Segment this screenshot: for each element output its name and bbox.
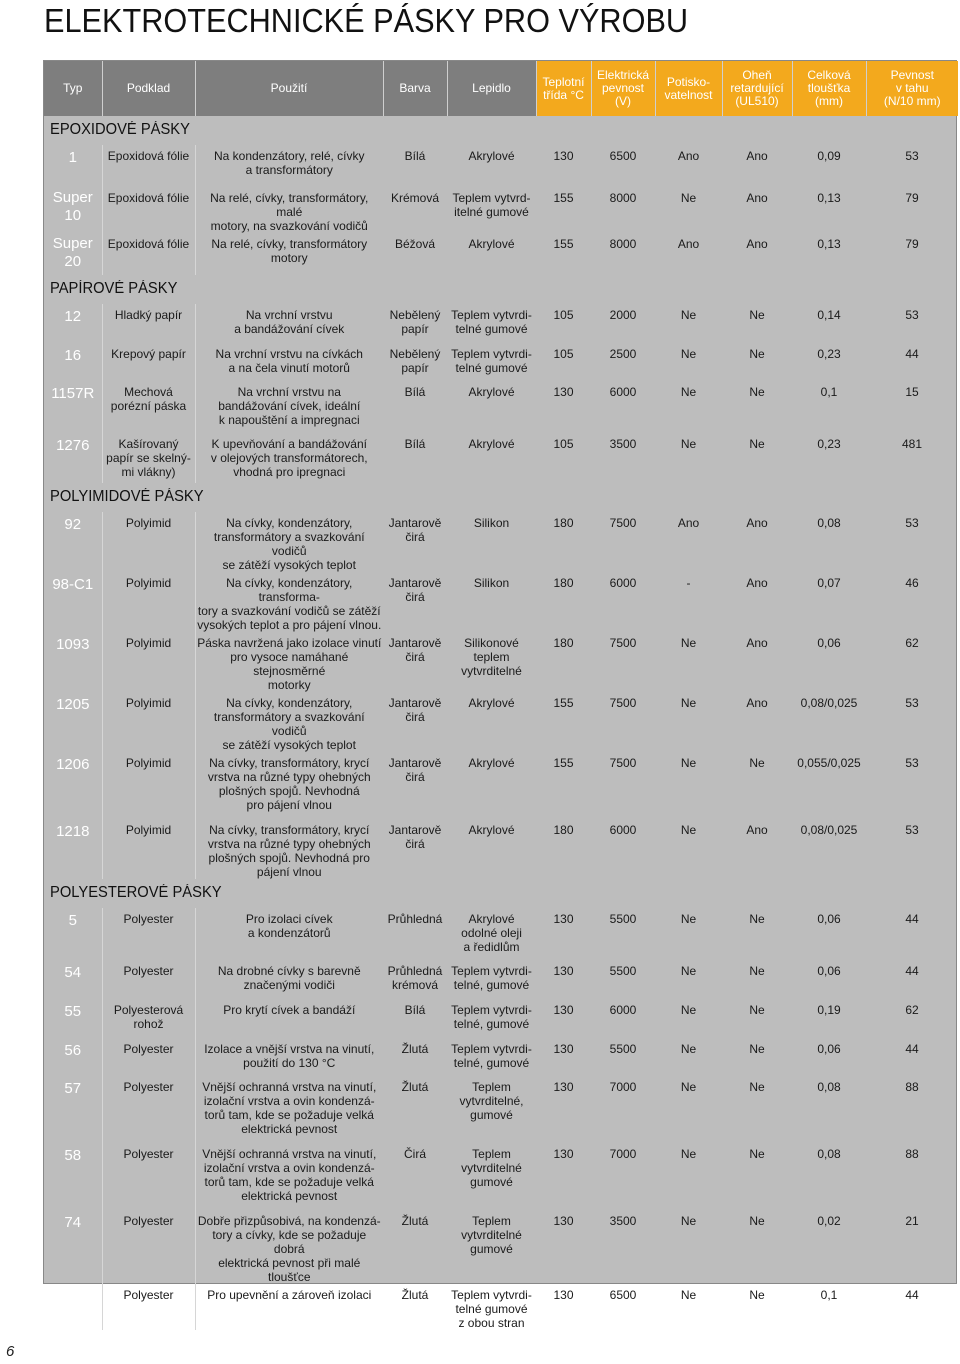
dielectric-strength-cell: 7000 (609, 1147, 637, 1161)
adhesive-cell: Akrylové (468, 437, 515, 451)
tensile-cell: 53 (905, 149, 919, 163)
printable-cell: Ne (680, 696, 697, 710)
printable-cell: Ne (680, 308, 697, 322)
type-cell: 5 (68, 912, 77, 929)
header-potisko: Potisko- vatelnost (655, 61, 722, 116)
flame-retardant-cell: Ne (749, 1214, 765, 1228)
table-row (44, 572, 958, 632)
temp-class-cell: 155 (553, 191, 574, 205)
color-cell: Krémová (390, 191, 440, 205)
flame-retardant-cell: Ne (749, 912, 765, 926)
base-cell: Polyimid (102, 692, 195, 752)
adhesive-cell: Teplem vytvrdi- telné gumové (451, 347, 532, 375)
section-heading (44, 116, 958, 145)
product-table (44, 61, 958, 1330)
table-row (44, 1210, 958, 1284)
adhesive-cell: Teplem vytvrdi- telné, gumové (451, 1042, 532, 1070)
tensile-cell: 44 (905, 347, 919, 361)
type-cell: 75 (64, 1288, 82, 1305)
dielectric-strength-cell: 6000 (609, 1003, 637, 1017)
thickness-cell: 0,08/0,025 (800, 696, 858, 710)
adhesive-cell: Silikon (473, 576, 510, 590)
tensile-cell: 481 (901, 437, 923, 451)
color-cell: Jantarově čirá (388, 516, 442, 544)
printable-cell: Ne (680, 191, 697, 205)
adhesive-cell: Akrylové (468, 756, 515, 770)
tensile-cell: 79 (905, 191, 919, 205)
dielectric-strength-cell: 6500 (609, 1288, 637, 1302)
type-cell: Super 20 (52, 235, 93, 270)
type-cell: 57 (64, 1080, 82, 1097)
dielectric-strength-cell: 6000 (609, 823, 637, 837)
table-row (44, 1143, 958, 1210)
base-cell: Polyimid (102, 819, 195, 879)
thickness-cell: 0,1 (820, 385, 838, 399)
adhesive-cell: Teplem vytvrd- itelné gumové (452, 191, 531, 219)
tensile-cell: 15 (905, 385, 919, 399)
printable-cell: Ano (677, 237, 700, 251)
table-row (44, 632, 958, 692)
base-cell: Polyimid (102, 752, 195, 819)
dielectric-strength-cell: 8000 (609, 191, 637, 205)
base-cell: Polyester (102, 1210, 195, 1284)
table-row (44, 343, 958, 381)
header-lepidlo: Lepidlo (447, 61, 536, 116)
color-cell: Jantarově čirá (388, 756, 442, 784)
usage-cell: Na drobné cívky s barevně značenými vodiči (195, 960, 383, 999)
header-typ: Typ (44, 61, 102, 116)
adhesive-cell: Teplem vytvrdi- telné, gumové (451, 1003, 532, 1031)
section-title: EPOXIDOVÉ PÁSKY (50, 121, 190, 138)
dielectric-strength-cell: 7000 (609, 1080, 637, 1094)
tensile-cell: 44 (905, 912, 919, 926)
tensile-cell: 44 (905, 1042, 919, 1056)
usage-cell: Dobře přizpůsobivá, na kondenzá- tory a cívky, kde se požaduje dobrá elektrická pevnost při malé tloušťce (195, 1210, 383, 1284)
color-cell: Průhledná (387, 912, 443, 926)
table-row (44, 304, 958, 343)
temp-class-cell: 105 (553, 347, 574, 361)
dielectric-strength-cell: 7500 (609, 516, 637, 530)
usage-cell: Na cívky, kondenzátory, transformátory a svazkování vodičů se zátěží vysokých teplot (195, 512, 383, 572)
type-cell: 1218 (56, 823, 90, 840)
temp-class-cell: 105 (553, 308, 574, 322)
temp-class-cell: 180 (553, 636, 574, 650)
usage-cell: Na cívky, transformátory, krycí vrstva na různé typy ohebných plošných spojů. Nevhodná pro pájení vlnou (195, 752, 383, 819)
header-pouziti: Použití (195, 61, 383, 116)
type-cell: 16 (64, 347, 82, 364)
table-row (44, 233, 958, 275)
flame-retardant-cell: Ne (749, 347, 765, 361)
base-cell: Polyester (102, 1038, 195, 1076)
thickness-cell: 0,23 (817, 437, 841, 451)
flame-retardant-cell: Ne (749, 308, 765, 322)
usage-cell: Vnější ochranná vrstva na vinutí, izolační vrstva a ovin kondenzá- torů tam, kde se požaduje velká elektrická pevnost (195, 1076, 383, 1143)
printable-cell: Ne (680, 385, 697, 399)
tensile-cell: 79 (905, 237, 919, 251)
temp-class-cell: 130 (553, 964, 574, 978)
flame-retardant-cell: Ne (749, 1080, 765, 1094)
adhesive-cell: Teplem vytvrditelné gumové (461, 1147, 522, 1189)
thickness-cell: 0,23 (817, 347, 841, 361)
usage-cell: Na cívky, kondenzátory, transforma- tory a svazkování vodičů se zátěží vysokých teplot a pro pájení vlnou. (195, 572, 383, 632)
table-row (44, 819, 958, 879)
adhesive-cell: Akrylové (468, 237, 515, 251)
adhesive-cell: Akrylové (468, 823, 515, 837)
usage-cell: Na relé, cívky, transformátory motory (195, 233, 383, 275)
header-celkova: Celková tloušťka (mm) (792, 61, 866, 116)
color-cell: Jantarově čirá (388, 696, 442, 724)
header-elektricka: Elektrická pevnost (V) (591, 61, 655, 116)
dielectric-strength-cell: 2500 (609, 347, 637, 361)
printable-cell: Ne (680, 912, 697, 926)
type-cell: 58 (64, 1147, 82, 1164)
flame-retardant-cell: Ano (746, 516, 768, 530)
type-cell: 98-C1 (52, 576, 94, 593)
dielectric-strength-cell: 5500 (609, 964, 637, 978)
adhesive-cell: Teplem vytvrdi- telné, gumové (451, 964, 532, 992)
thickness-cell: 0,19 (817, 1003, 841, 1017)
table-row (44, 1038, 958, 1076)
base-cell: Polyester (102, 1076, 195, 1143)
temp-class-cell: 180 (553, 576, 574, 590)
table-header-row (44, 61, 958, 116)
flame-retardant-cell: Ano (746, 149, 768, 163)
dielectric-strength-cell: 6000 (609, 385, 637, 399)
adhesive-cell: Akrylové (468, 149, 515, 163)
table-row (44, 512, 958, 572)
thickness-cell: 0,13 (817, 237, 841, 251)
usage-cell: Na cívky, kondenzátory, transformátory a svazkování vodičů se zátěží vysokých teplot (195, 692, 383, 752)
flame-retardant-cell: Ne (749, 1147, 765, 1161)
temp-class-cell: 180 (553, 516, 574, 530)
thickness-cell: 0,1 (820, 1288, 838, 1302)
type-cell: 1205 (56, 696, 90, 713)
header-teplotni: Teplotní třída °C (536, 61, 591, 116)
color-cell: Nebělený papír (389, 308, 441, 336)
adhesive-cell: Akrylové odolné oleji a ředidlům (461, 912, 522, 954)
temp-class-cell: 130 (553, 1147, 574, 1161)
temp-class-cell: 130 (553, 149, 574, 163)
section-heading (44, 483, 958, 512)
temp-class-cell: 155 (553, 756, 574, 770)
usage-cell: Pro krytí cívek a bandáží (195, 999, 383, 1038)
table-row (44, 692, 958, 752)
base-cell: Polyester (102, 960, 195, 999)
dielectric-strength-cell: 6000 (609, 576, 637, 590)
color-cell: Jantarově čirá (388, 576, 442, 604)
temp-class-cell: 130 (553, 1080, 574, 1094)
tensile-cell: 53 (905, 823, 919, 837)
printable-cell: Ne (680, 823, 697, 837)
flame-retardant-cell: Ano (746, 696, 768, 710)
thickness-cell: 0,08 (817, 1147, 841, 1161)
type-cell: 1 (68, 149, 77, 166)
thickness-cell: 0,06 (817, 964, 841, 978)
flame-retardant-cell: Ano (746, 823, 768, 837)
printable-cell: Ne (680, 437, 697, 451)
color-cell: Žlutá (401, 1080, 429, 1094)
section-heading-cell (44, 483, 958, 512)
usage-cell: K upevňování a bandážování v olejových transformátorech, vhodná pro ipregnaci (195, 433, 383, 483)
flame-retardant-cell: Ne (749, 385, 765, 399)
base-cell: Polyimid (102, 572, 195, 632)
header-podklad: Podklad (102, 61, 195, 116)
usage-cell: Pro upevnění a zároveň izolaci (195, 1284, 383, 1330)
thickness-cell: 0,07 (817, 576, 841, 590)
section-heading-cell (44, 116, 958, 145)
type-cell: 1276 (56, 437, 90, 454)
usage-cell: Na relé, cívky, transformátory, malé motory, na svazkování vodičů (195, 187, 383, 233)
usage-cell: Izolace a vnější vrstva na vinutí, použití do 130 °C (195, 1038, 383, 1076)
usage-cell: Páska navržená jako izolace vinutí pro vysoce namáhané stejnosměrné motorky (195, 632, 383, 692)
adhesive-cell: Teplem vytvrdi- telné gumové z obou stran (451, 1288, 532, 1330)
flame-retardant-cell: Ne (749, 756, 765, 770)
type-cell: 56 (64, 1042, 82, 1059)
flame-retardant-cell: Ne (749, 964, 765, 978)
temp-class-cell: 155 (553, 237, 574, 251)
base-cell: Mechová porézní páska (102, 381, 195, 433)
thickness-cell: 0,08/0,025 (800, 823, 858, 837)
dielectric-strength-cell: 8000 (609, 237, 637, 251)
header-ohen: Oheň retardující (UL510) (722, 61, 792, 116)
tensile-cell: 88 (905, 1147, 919, 1161)
table-row (44, 1076, 958, 1143)
tensile-cell: 88 (905, 1080, 919, 1094)
color-cell: Průhledná krémová (387, 964, 443, 992)
printable-cell: Ne (680, 347, 697, 361)
base-cell: Polyester (102, 1284, 195, 1330)
color-cell: Žlutá (401, 1042, 429, 1056)
page-title: ELEKTROTECHNICKÉ PÁSKY PRO VÝROBU (44, 2, 689, 39)
flame-retardant-cell: Ano (746, 237, 768, 251)
thickness-cell: 0,14 (817, 308, 841, 322)
type-cell: 74 (64, 1214, 82, 1231)
color-cell: Jantarově čirá (388, 823, 442, 851)
flame-retardant-cell: Ne (749, 1003, 765, 1017)
usage-cell: Pro izolaci cívek a kondenzátorů (195, 908, 383, 960)
adhesive-cell: Teplem vytvrdi- telné gumové (451, 308, 532, 336)
dielectric-strength-cell: 5500 (609, 912, 637, 926)
temp-class-cell: 130 (553, 1003, 574, 1017)
printable-cell: Ne (680, 1080, 697, 1094)
thickness-cell: 0,08 (817, 516, 841, 530)
usage-cell: Na vrchní vrstvu na bandážování cívek, ideální k napouštění a impregnaci (195, 381, 383, 433)
thickness-cell: 0,06 (817, 1042, 841, 1056)
adhesive-cell: Teplem vytvrditelné gumové (461, 1214, 522, 1256)
table-row (44, 145, 958, 187)
color-cell: Nebělený papír (389, 347, 441, 375)
thickness-cell: 0,02 (817, 1214, 841, 1228)
section-title: POLYESTEROVÉ PÁSKY (50, 884, 222, 901)
temp-class-cell: 155 (553, 696, 574, 710)
printable-cell: - (686, 576, 691, 590)
temp-class-cell: 130 (553, 912, 574, 926)
base-cell: Kašírovaný papír se skelný- mi vlákny) (102, 433, 195, 483)
dielectric-strength-cell: 5500 (609, 1042, 637, 1056)
printable-cell: Ne (680, 1147, 697, 1161)
usage-cell: Na vrchní vrstvu na cívkách a na čela vinutí motorů (195, 343, 383, 381)
temp-class-cell: 130 (553, 1042, 574, 1056)
table-row (44, 960, 958, 999)
tensile-cell: 21 (905, 1214, 919, 1228)
section-title: PAPÍROVÉ PÁSKY (50, 280, 178, 297)
dielectric-strength-cell: 7500 (609, 696, 637, 710)
adhesive-cell: Silikonové teplem vytvrditelné (461, 636, 522, 678)
thickness-cell: 0,09 (817, 149, 841, 163)
type-cell: 1157R (51, 385, 95, 402)
adhesive-cell: Akrylové (468, 696, 515, 710)
flame-retardant-cell: Ano (746, 576, 768, 590)
table-body (44, 116, 958, 1330)
tensile-cell: 53 (905, 516, 919, 530)
dielectric-strength-cell: 3500 (609, 437, 637, 451)
dielectric-strength-cell: 3500 (609, 1214, 637, 1228)
section-heading-cell (44, 879, 958, 908)
adhesive-cell: Akrylové (468, 385, 515, 399)
dielectric-strength-cell: 6500 (609, 149, 637, 163)
printable-cell: Ano (677, 516, 700, 530)
printable-cell: Ne (680, 1042, 697, 1056)
thickness-cell: 0,055/0,025 (797, 756, 861, 770)
base-cell: Epoxidová fólie (102, 187, 195, 233)
color-cell: Bílá (404, 385, 426, 399)
temp-class-cell: 130 (553, 385, 574, 399)
dielectric-strength-cell: 7500 (609, 636, 637, 650)
color-cell: Béžová (394, 237, 436, 251)
temp-class-cell: 130 (553, 1214, 574, 1228)
color-cell: Žlutá (401, 1214, 429, 1228)
flame-retardant-cell: Ano (746, 191, 768, 205)
base-cell: Polyesterová rohož (102, 999, 195, 1038)
printable-cell: Ne (680, 636, 697, 650)
color-cell: Bílá (404, 149, 426, 163)
printable-cell: Ne (680, 1214, 697, 1228)
dielectric-strength-cell: 7500 (609, 756, 637, 770)
usage-cell: Na cívky, transformátory, krycí vrstva na různé typy ohebných plošných spojů. Nevhodná pro pájení vlnou (195, 819, 383, 879)
thickness-cell: 0,13 (817, 191, 841, 205)
usage-cell: Vnější ochranná vrstva na vinutí, izolační vrstva a ovin kondenzá- torů tam, kde se požaduje velká elektrická pevnost (195, 1143, 383, 1210)
type-cell: Super 10 (52, 189, 93, 224)
printable-cell: Ano (677, 149, 700, 163)
thickness-cell: 0,06 (817, 636, 841, 650)
color-cell: Žlutá (401, 1288, 429, 1302)
table-row (44, 433, 958, 483)
flame-retardant-cell: Ne (749, 1042, 765, 1056)
thickness-cell: 0,06 (817, 912, 841, 926)
temp-class-cell: 105 (553, 437, 574, 451)
flame-retardant-cell: Ano (746, 636, 768, 650)
base-cell: Krepový papír (102, 343, 195, 381)
tensile-cell: 44 (905, 964, 919, 978)
tensile-cell: 46 (905, 576, 919, 590)
type-cell: 12 (64, 308, 82, 325)
tensile-cell: 53 (905, 696, 919, 710)
base-cell: Polyester (102, 1143, 195, 1210)
printable-cell: Ne (680, 1288, 697, 1302)
section-title: POLYIMIDOVÉ PÁSKY (50, 488, 204, 505)
table-row (44, 1284, 958, 1330)
adhesive-cell: Silikon (473, 516, 510, 530)
printable-cell: Ne (680, 756, 697, 770)
table-row (44, 908, 958, 960)
temp-class-cell: 130 (553, 1288, 574, 1302)
color-cell: Bílá (404, 1003, 426, 1017)
table-row (44, 999, 958, 1038)
page-number: 6 (6, 1343, 15, 1360)
printable-cell: Ne (680, 1003, 697, 1017)
section-heading (44, 879, 958, 908)
flame-retardant-cell: Ne (749, 1288, 765, 1302)
base-cell: Polyimid (102, 632, 195, 692)
base-cell: Polyimid (102, 512, 195, 572)
table-row (44, 752, 958, 819)
tensile-cell: 44 (905, 1288, 919, 1302)
header-barva: Barva (383, 61, 447, 116)
base-cell: Polyester (102, 908, 195, 960)
flame-retardant-cell: Ne (749, 437, 765, 451)
section-heading-cell (44, 275, 958, 304)
temp-class-cell: 180 (553, 823, 574, 837)
printable-cell: Ne (680, 964, 697, 978)
tensile-cell: 62 (905, 636, 919, 650)
table-row (44, 187, 958, 233)
base-cell: Epoxidová fólie (102, 145, 195, 187)
product-table-panel (43, 60, 957, 1330)
tensile-cell: 53 (905, 756, 919, 770)
thickness-cell: 0,08 (817, 1080, 841, 1094)
table-row (44, 381, 958, 433)
usage-cell: Na vrchní vrstvu a bandážování cívek (195, 304, 383, 343)
usage-cell: Na kondenzátory, relé, cívky a transformátory (195, 145, 383, 187)
type-cell: 55 (64, 1003, 82, 1020)
color-cell: Bílá (404, 437, 426, 451)
adhesive-cell: Teplem vytvrditelné, gumové (459, 1080, 524, 1122)
color-cell: Čirá (403, 1147, 426, 1161)
type-cell: 54 (64, 964, 82, 981)
color-cell: Jantarově čirá (388, 636, 442, 664)
base-cell: Hladký papír (102, 304, 195, 343)
section-heading (44, 275, 958, 304)
dielectric-strength-cell: 2000 (609, 308, 637, 322)
tensile-cell: 53 (905, 308, 919, 322)
header-pevnost: Pevnost v tahu (N/10 mm) (866, 61, 958, 116)
type-cell: 1206 (56, 756, 90, 773)
type-cell: 92 (64, 516, 82, 533)
base-cell: Epoxidová fólie (102, 233, 195, 275)
type-cell: 1093 (56, 636, 90, 653)
tensile-cell: 62 (905, 1003, 919, 1017)
